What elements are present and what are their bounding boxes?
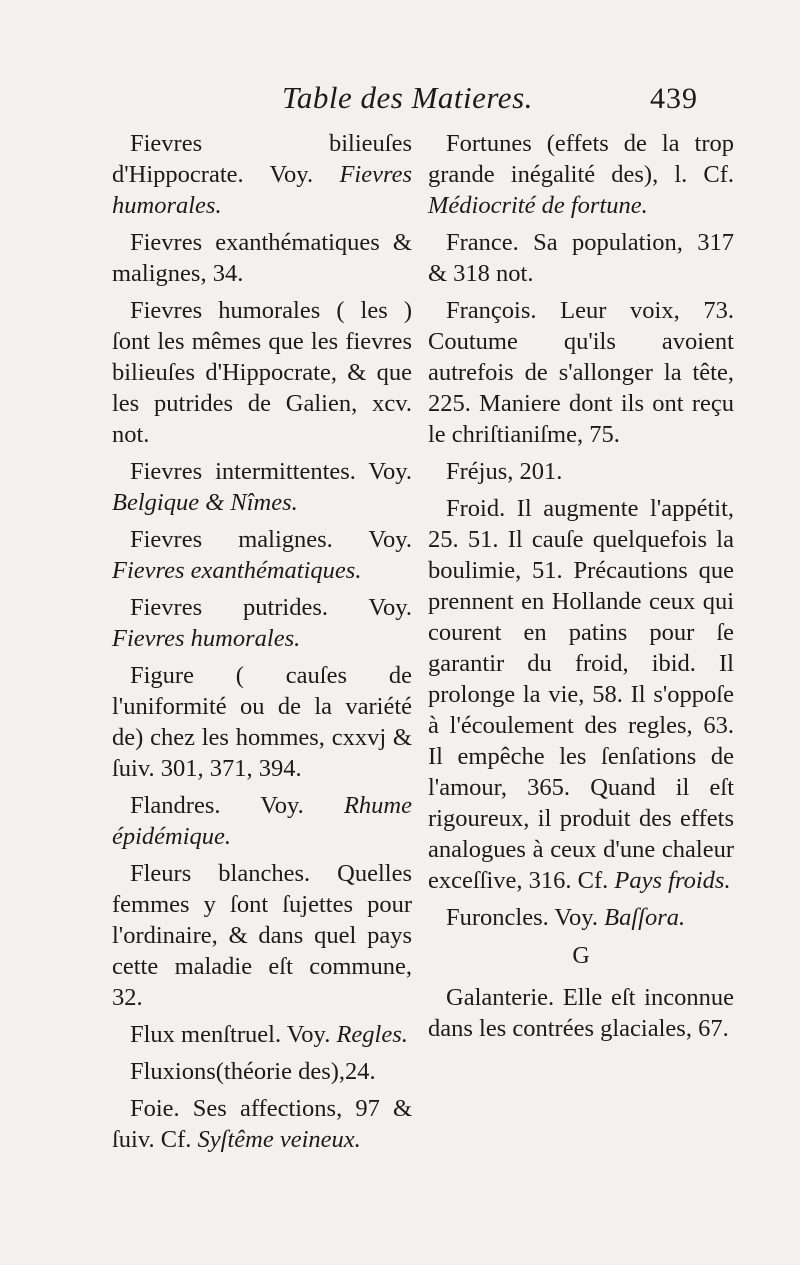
index-entry: Flandres. Voy. Rhume épidémique.	[112, 792, 412, 850]
right-column	[428, 128, 734, 1050]
index-entry: Fievres exanthématiques & malignes, 34.	[112, 229, 412, 287]
index-entry: Fievres putrides. Voy. Fievres humorales.	[112, 594, 412, 652]
running-title: Table des Matieres.	[282, 80, 533, 115]
index-entry: France. Sa population, 317 & 318 not.	[428, 229, 734, 287]
index-entry: Flux menſtruel. Voy. Regles.	[130, 1021, 408, 1048]
index-entry: Fievres intermittentes. Voy. Belgique & Nîmes.	[112, 458, 412, 516]
index-entry: Furoncles. Voy. Baſſora.	[446, 904, 686, 931]
left-column	[112, 128, 412, 1161]
index-entry: Fievres humorales ( les ) ſont les mêmes que les fievres bilieuſes d'Hippocrate, & que les putrides de Galien, xcv. not.	[112, 297, 412, 448]
index-entry: Fortunes (effets de la trop grande inégalité des), l. Cf. Médiocrité de fortune.	[428, 130, 734, 219]
index-entry: François. Leur voix, 73. Coutume qu'ils avoient autrefois de s'allonger la tête, 225. Maniere dont ils ont reçu le chriſtianiſme, 75.	[428, 297, 734, 448]
index-entry: Fievres malignes. Voy. Fievres exanthématiques.	[112, 526, 412, 584]
index-entry: Froid. Il augmente l'appétit, 25. 51. Il cauſe quelquefois la boulimie, 51. Précautions que prennent en Hollande ceux qui courent en patins pour ſe garantir du froid, ibid. Il prolonge la vie, 58. Il s'oppoſe à l'écoulement des regles, 63. Il empêche les ſenſations de l'amour, 365. Quand il eſt rigoureux, il produit des effets analogues à ceux d'une chaleur exceſſive, 316. Cf. Pays froids.	[428, 495, 734, 894]
index-entry: Fluxions(théorie des),24.	[130, 1058, 376, 1085]
index-entry: Fievres bilieuſes d'Hippocrate. Voy. Fievres humorales.	[112, 130, 412, 219]
page-header	[0, 80, 800, 124]
index-entry: Galanterie. Elle eſt inconnue dans les contrées glaciales, 67.	[428, 984, 734, 1042]
index-entry: Figure ( cauſes de l'uniformité ou de la variété de) chez les hommes, cxxvj & ſuiv. 301, 371, 394.	[112, 662, 412, 782]
index-entry: Foie. Ses affections, 97 & ſuiv. Cf. Syſtême veineux.	[112, 1095, 412, 1153]
index-entry: Fleurs blanches. Quelles femmes y ſont ſujettes pour l'ordinaire, & dans quel pays cette maladie eſt commune, 32.	[112, 860, 412, 1011]
page-number: 439	[650, 82, 698, 115]
index-entry: Fréjus, 201.	[446, 458, 563, 485]
section-letter: G	[572, 943, 590, 969]
